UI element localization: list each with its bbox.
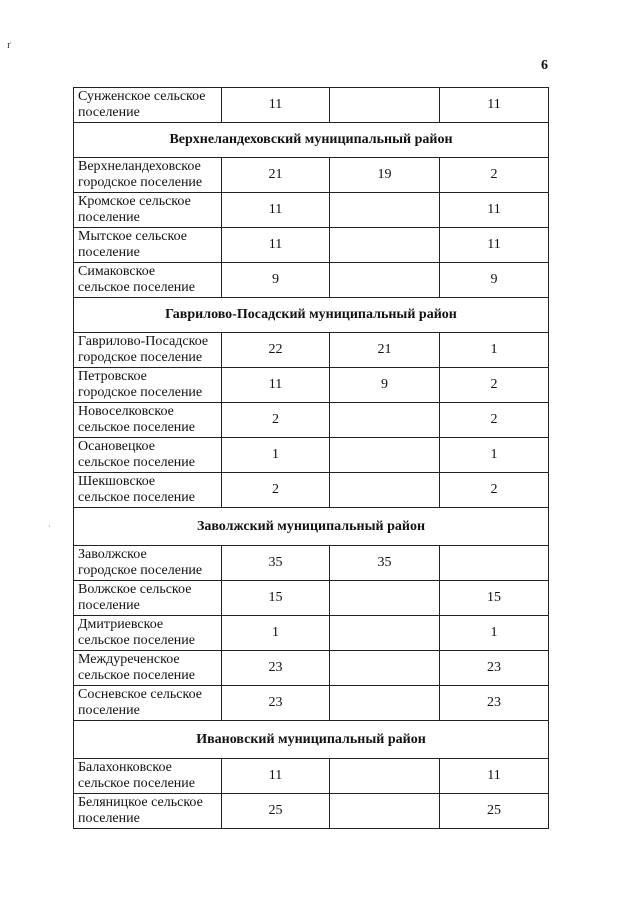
settlement-name-line1: Мытское сельское	[78, 229, 187, 244]
settlement-name	[74, 403, 222, 438]
col2-cell	[330, 438, 440, 473]
total-cell: 35	[222, 546, 330, 581]
settlement-name-line1: Гаврилово-Посадское	[78, 334, 209, 349]
total-cell: 21	[222, 158, 330, 193]
total-cell: 1	[222, 616, 330, 651]
col2-cell	[330, 473, 440, 508]
col3-cell: 11	[440, 759, 549, 794]
col3-cell: 25	[440, 794, 549, 829]
settlement-name	[74, 794, 222, 829]
settlements-table	[73, 87, 549, 829]
settlement-name-line1: Кромское сельское	[78, 194, 191, 209]
table-row	[74, 686, 549, 721]
table-row	[74, 193, 549, 228]
settlement-name-line2: сельское поселение	[78, 776, 195, 791]
settlement-name-line2: городское поселение	[78, 350, 203, 365]
col3-cell: 1	[440, 333, 549, 368]
table-row	[74, 333, 549, 368]
settlement-name-line2: поселение	[78, 105, 140, 120]
col3-cell: 11	[440, 193, 549, 228]
total-cell: 25	[222, 794, 330, 829]
col2-cell: 19	[330, 158, 440, 193]
settlement-name-line1: Сосневское сельское	[78, 687, 202, 702]
settlement-name-line1: Петровское	[78, 369, 147, 384]
total-cell: 15	[222, 581, 330, 616]
settlement-name-line2: поселение	[78, 811, 140, 826]
settlement-name	[74, 686, 222, 721]
col2-cell	[330, 651, 440, 686]
col2-cell	[330, 88, 440, 123]
col3-cell: 2	[440, 473, 549, 508]
settlement-name	[74, 368, 222, 403]
col2-cell: 9	[330, 368, 440, 403]
col3-cell: 9	[440, 263, 549, 298]
settlement-name-line1: Шекшовское	[78, 474, 156, 489]
settlement-name	[74, 228, 222, 263]
settlement-name-line1: Междуреченское	[78, 652, 180, 667]
settlement-name	[74, 438, 222, 473]
total-cell: 11	[222, 759, 330, 794]
settlement-name-line1: Дмитриевское	[78, 617, 164, 632]
total-cell: 23	[222, 651, 330, 686]
col2-cell	[330, 263, 440, 298]
settlement-name	[74, 333, 222, 368]
total-cell: 11	[222, 228, 330, 263]
settlement-name	[74, 581, 222, 616]
total-cell: 23	[222, 686, 330, 721]
scan-dot: ·	[48, 522, 51, 531]
col3-cell: 11	[440, 228, 549, 263]
table-row	[74, 88, 549, 123]
settlement-name	[74, 158, 222, 193]
settlement-name-line2: сельское поселение	[78, 280, 195, 295]
settlement-name-line1: Осановецкое	[78, 439, 155, 454]
settlement-name-line2: сельское поселение	[78, 490, 195, 505]
col3-cell	[440, 546, 549, 581]
table-body	[74, 88, 549, 829]
settlement-name-line1: Балахонковское	[78, 760, 172, 775]
settlement-name-line1: Симаковское	[78, 264, 156, 279]
table-row	[74, 438, 549, 473]
settlement-name	[74, 88, 222, 123]
district-title: Ивановский муниципальный район	[74, 721, 549, 759]
settlement-name-line1: Заволжское	[78, 547, 147, 562]
district-header-row	[74, 721, 549, 759]
scan-mark: ґ	[7, 40, 11, 51]
total-cell: 22	[222, 333, 330, 368]
settlement-name-line1: Верхнеландеховское	[78, 159, 201, 174]
col3-cell: 15	[440, 581, 549, 616]
settlement-name	[74, 546, 222, 581]
settlement-name-line1: Сунженское сельское	[78, 89, 206, 104]
table-row	[74, 616, 549, 651]
table-row	[74, 651, 549, 686]
total-cell: 9	[222, 263, 330, 298]
settlement-name-line2: сельское поселение	[78, 633, 195, 648]
table-row	[74, 794, 549, 829]
settlement-name-line2: поселение	[78, 703, 140, 718]
district-header-row	[74, 298, 549, 333]
settlement-name	[74, 651, 222, 686]
col2-cell	[330, 794, 440, 829]
col3-cell: 23	[440, 651, 549, 686]
col3-cell: 2	[440, 158, 549, 193]
col2-cell	[330, 581, 440, 616]
settlement-name	[74, 759, 222, 794]
district-title: Гаврилово-Посадский муниципальный район	[74, 298, 549, 333]
col2-cell	[330, 616, 440, 651]
settlement-name-line2: сельское поселение	[78, 668, 195, 683]
district-title: Верхнеландеховский муниципальный район	[74, 123, 549, 158]
col2-cell: 21	[330, 333, 440, 368]
settlement-name-line1: Волжское сельское	[78, 582, 192, 597]
page-number: 6	[541, 58, 548, 73]
col2-cell	[330, 228, 440, 263]
col3-cell: 1	[440, 616, 549, 651]
settlement-name-line2: сельское поселение	[78, 455, 195, 470]
total-cell: 1	[222, 438, 330, 473]
table-row	[74, 368, 549, 403]
table-row	[74, 158, 549, 193]
col2-cell	[330, 686, 440, 721]
col3-cell: 1	[440, 438, 549, 473]
table-row	[74, 581, 549, 616]
settlement-name-line1: Беляницкое сельское	[78, 795, 203, 810]
settlement-name-line1: Новоселковское	[78, 404, 174, 419]
settlement-name-line2: поселение	[78, 245, 140, 260]
col2-cell	[330, 193, 440, 228]
settlement-name-line2: поселение	[78, 598, 140, 613]
settlement-name-line2: городское поселение	[78, 563, 203, 578]
settlement-name-line2: городское поселение	[78, 175, 203, 190]
district-title: Заволжский муниципальный район	[74, 508, 549, 546]
settlement-name-line2: поселение	[78, 210, 140, 225]
settlement-name	[74, 193, 222, 228]
table-row	[74, 759, 549, 794]
total-cell: 11	[222, 368, 330, 403]
col2-cell	[330, 403, 440, 438]
total-cell: 11	[222, 193, 330, 228]
total-cell: 11	[222, 88, 330, 123]
settlement-name	[74, 616, 222, 651]
district-header-row	[74, 123, 549, 158]
col2-cell	[330, 759, 440, 794]
table-row	[74, 228, 549, 263]
col2-cell: 35	[330, 546, 440, 581]
col3-cell: 2	[440, 403, 549, 438]
settlement-name	[74, 263, 222, 298]
settlement-name	[74, 473, 222, 508]
table-row	[74, 546, 549, 581]
total-cell: 2	[222, 473, 330, 508]
total-cell: 2	[222, 403, 330, 438]
district-header-row	[74, 508, 549, 546]
col3-cell: 2	[440, 368, 549, 403]
table-row	[74, 263, 549, 298]
settlement-name-line2: сельское поселение	[78, 420, 195, 435]
settlement-name-line2: городское поселение	[78, 385, 203, 400]
col3-cell: 11	[440, 88, 549, 123]
col3-cell: 23	[440, 686, 549, 721]
table-row	[74, 403, 549, 438]
table-row	[74, 473, 549, 508]
